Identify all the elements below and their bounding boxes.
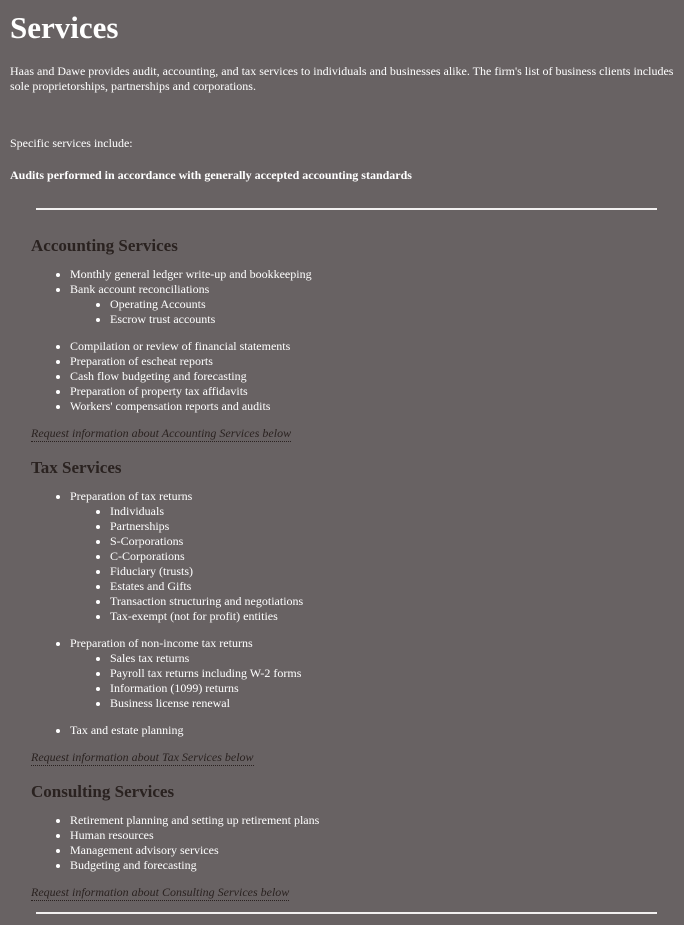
accounting-heading: Accounting Services xyxy=(31,236,178,255)
list-item: • Operating Accounts xyxy=(110,297,312,312)
list-item-label: Preparation of non-income tax returns xyxy=(70,636,253,650)
consulting-heading: Consulting Services xyxy=(31,782,175,801)
specific-services-label: Specific services include: xyxy=(10,136,133,150)
accounting-request-link[interactable]: Request information about Accounting Services below xyxy=(31,426,292,440)
list-item xyxy=(70,489,303,624)
page-title: Services xyxy=(10,10,119,45)
list-item-label: Preparation of tax returns xyxy=(70,489,193,503)
tax-request-link[interactable]: Request information about Tax Services below xyxy=(31,750,254,764)
list-item: • Preparation of property tax affidavits xyxy=(70,384,312,399)
audits-statement: Audits performed in accordance with generally accepted accounting standards xyxy=(10,168,412,182)
accounting-list xyxy=(31,267,312,414)
tax-list xyxy=(31,489,303,738)
non-income-sublist xyxy=(70,651,303,711)
divider-top xyxy=(36,208,657,210)
list-item: • Fiduciary (trusts) xyxy=(110,564,303,579)
list-item: • Cash flow budgeting and forecasting xyxy=(70,369,312,384)
list-item xyxy=(70,282,312,327)
consulting-request-link[interactable]: Request information about Consulting Services below xyxy=(31,885,290,899)
list-item: • Budgeting and forecasting xyxy=(70,858,319,873)
list-item: • Business license renewal xyxy=(110,696,303,711)
list-item: • Preparation of escheat reports xyxy=(70,354,312,369)
list-item: • Payroll tax returns including W-2 forms xyxy=(110,666,303,681)
list-item: • Tax and estate planning xyxy=(70,723,303,738)
tax-returns-sublist xyxy=(70,504,303,624)
list-item: • Compilation or review of financial statements xyxy=(70,339,312,354)
list-item xyxy=(70,636,303,711)
list-item: • Individuals xyxy=(110,504,303,519)
bank-sublist xyxy=(70,297,312,327)
intro-paragraph: Haas and Dawe provides audit, accounting, and tax services to individuals and businesses alike. The firm's list of business clients includes sole proprietorships, partnerships and corporations. xyxy=(10,64,674,93)
divider-bottom xyxy=(36,912,657,914)
list-item: • Information (1099) returns xyxy=(110,681,303,696)
list-item: • S-Corporations xyxy=(110,534,303,549)
list-item: • Retirement planning and setting up retirement plans xyxy=(70,813,319,828)
list-item: • Workers' compensation reports and audits xyxy=(70,399,312,414)
consulting-list xyxy=(31,813,319,873)
list-item: • C-Corporations xyxy=(110,549,303,564)
list-item: • Sales tax returns xyxy=(110,651,303,666)
list-item: • Escrow trust accounts xyxy=(110,312,312,327)
list-item: • Partnerships xyxy=(110,519,303,534)
list-item: • Management advisory services xyxy=(70,843,319,858)
list-item: • Estates and Gifts xyxy=(110,579,303,594)
list-item: • Transaction structuring and negotiations xyxy=(110,594,303,609)
list-item: • Monthly general ledger write-up and bookkeeping xyxy=(70,267,312,282)
list-item: • Human resources xyxy=(70,828,319,843)
list-item-label: Bank account reconciliations xyxy=(70,282,210,296)
list-item: • Tax-exempt (not for profit) entities xyxy=(110,609,303,624)
tax-heading: Tax Services xyxy=(31,458,122,477)
